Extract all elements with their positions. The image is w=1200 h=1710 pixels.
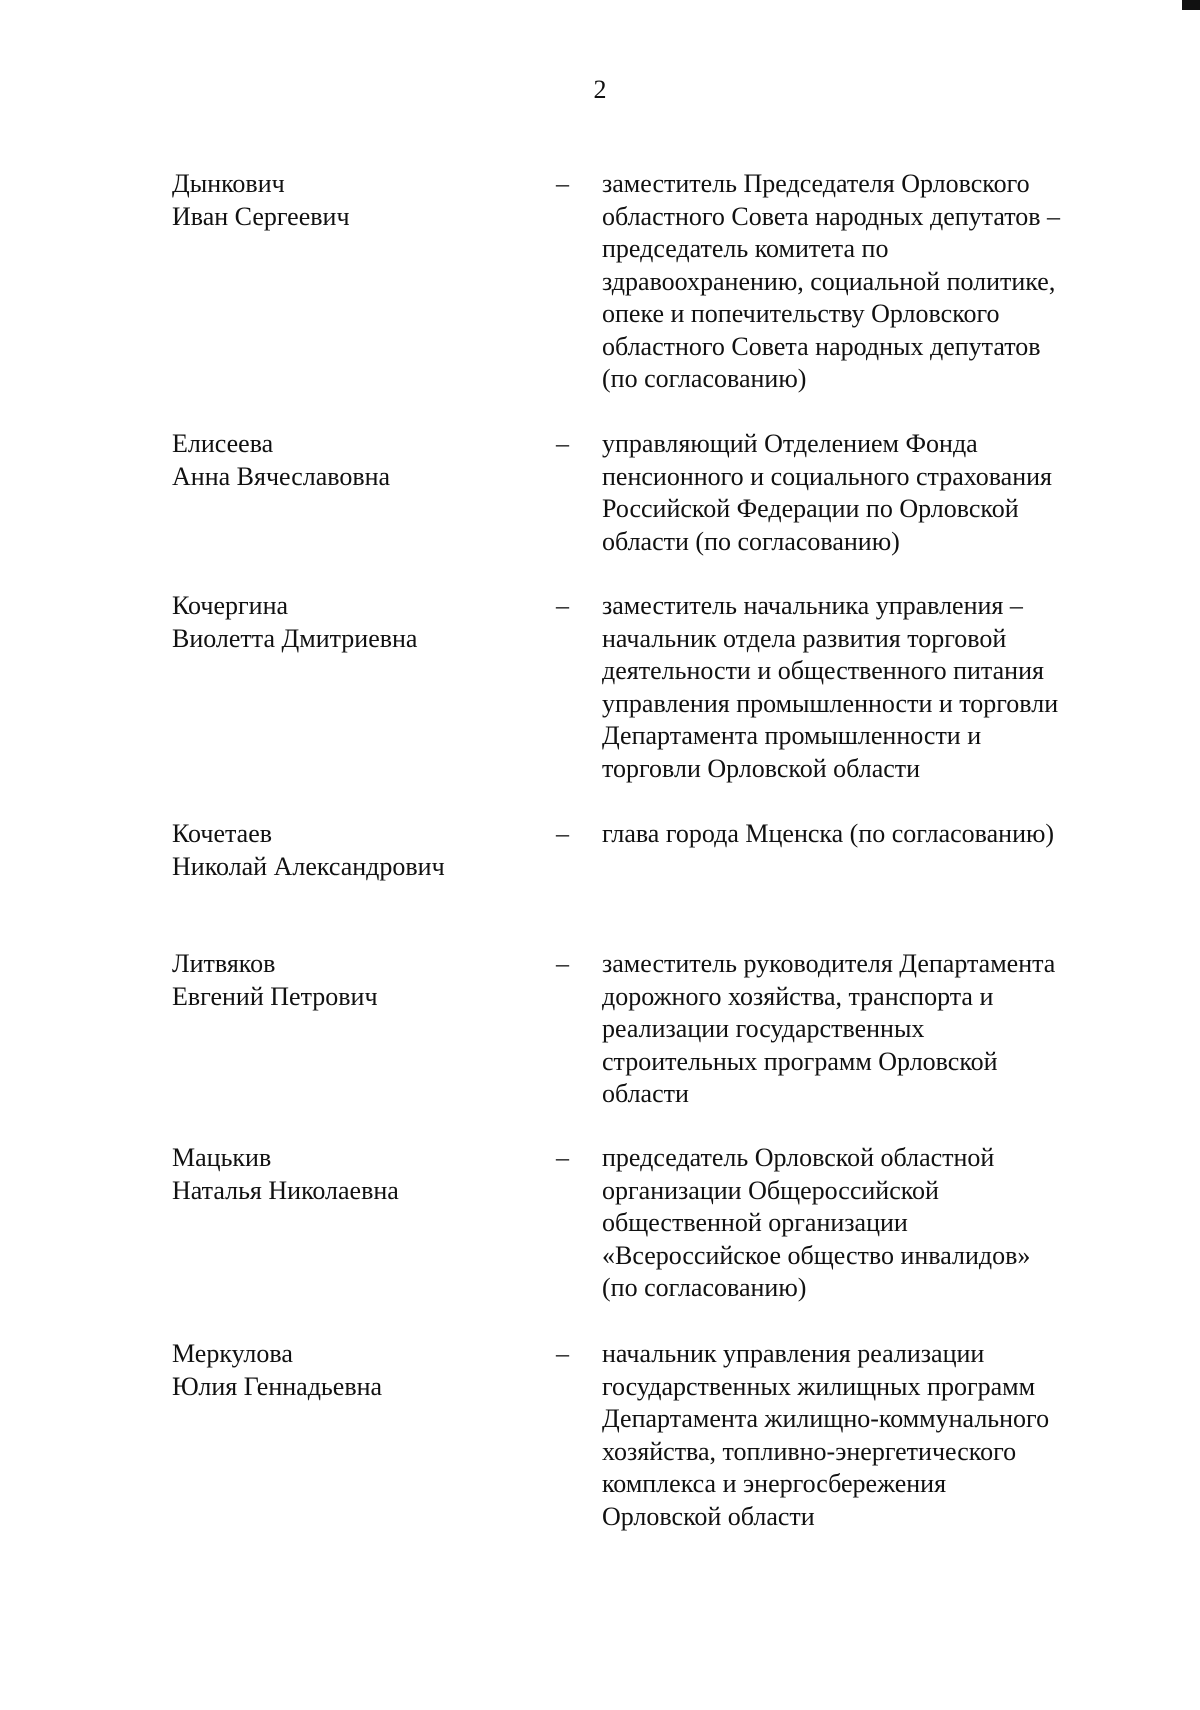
member-surname: Кочетаев [172,819,273,848]
position-line: областного Совета народных депутатов – [602,201,1060,231]
position-line: Департамента промышленности и [602,721,982,750]
member-position [602,168,1122,396]
position-line: председатель Орловской областной [602,1143,995,1172]
position-line: (по согласованию) [602,364,807,393]
member-given-names: Евгений Петрович [172,981,378,1011]
member-name [172,168,532,233]
position-line: общественной организации [602,1208,908,1237]
member-name [172,590,532,655]
member-name [172,1338,532,1403]
scan-edge-mark [1182,0,1200,10]
member-given-names: Юлия Геннадьевна [172,1371,383,1401]
position-line: опеке и попечительству Орловского [602,299,1000,328]
member-given-names: Николай Александрович [172,851,445,881]
separator-dash: – [556,819,569,848]
member-position [602,818,1122,851]
position-line: заместитель Председателя Орловского [602,169,1030,198]
position-line: хозяйства, топливно-энергетического [602,1436,1017,1466]
position-line: государственных жилищных программ [602,1371,1036,1401]
position-line: председатель комитета по [602,234,889,263]
position-line: торговли Орловской области [602,753,921,783]
position-line: области [602,1079,689,1108]
position-line: управления промышленности и торговли [602,688,1059,718]
separator-dash: – [556,429,569,458]
separator-dash: – [556,1143,569,1172]
member-name [172,428,532,493]
member-surname: Меркулова [172,1339,293,1368]
member-given-names: Анна Вячеславовна [172,461,391,491]
page-number: 2 [593,75,607,104]
position-line: областного Совета народных депутатов [602,331,1041,361]
position-line: области (по согласованию) [602,526,900,556]
position-line: здравоохранению, социальной политике, [602,266,1056,296]
position-line: дорожного хозяйства, транспорта и [602,981,994,1011]
separator-dash: – [556,949,569,978]
member-given-names: Наталья Николаевна [172,1175,399,1205]
position-line: Департамента жилищно-коммунального [602,1404,1050,1433]
separator-dash: – [556,1339,569,1368]
position-line: реализации государственных [602,1014,925,1043]
position-line: начальник отдела развития торговой [602,623,1007,653]
member-position [602,948,1122,1111]
member-name [172,948,532,1013]
member-name [172,1142,532,1207]
position-line: организации Общероссийской [602,1175,939,1205]
position-line: глава города Мценска (по согласованию) [602,819,1055,848]
position-line: деятельности и общественного питания [602,656,1044,685]
member-position [602,590,1122,785]
position-line: управляющий Отделением Фонда [602,429,978,458]
separator-dash: – [556,169,569,198]
member-position [602,1142,1122,1305]
position-line: строительных программ Орловской [602,1046,998,1076]
member-surname: Елисеева [172,429,274,458]
member-name [172,818,532,883]
position-line: заместитель руководителя Департамента [602,949,1056,978]
position-line: (по согласованию) [602,1273,807,1302]
member-given-names: Виолетта Дмитриевна [172,623,418,653]
member-given-names: Иван Сергеевич [172,201,350,231]
position-line: Российской Федерации по Орловской [602,494,1019,523]
member-surname: Литвяков [172,949,276,978]
position-line: заместитель начальника управления – [602,591,1023,620]
position-line: «Всероссийское общество инвалидов» [602,1240,1031,1270]
member-position [602,1338,1122,1533]
separator-dash: – [556,591,569,620]
position-line: Орловской области [602,1501,815,1531]
member-surname: Кочергина [172,591,289,620]
member-surname: Мацькив [172,1143,272,1172]
position-line: комплекса и энергосбережения [602,1469,947,1498]
position-line: пенсионного и социального страхования [602,461,1053,491]
member-position [602,428,1122,558]
member-surname: Дынкович [172,169,285,198]
position-line: начальник управления реализации [602,1339,985,1368]
